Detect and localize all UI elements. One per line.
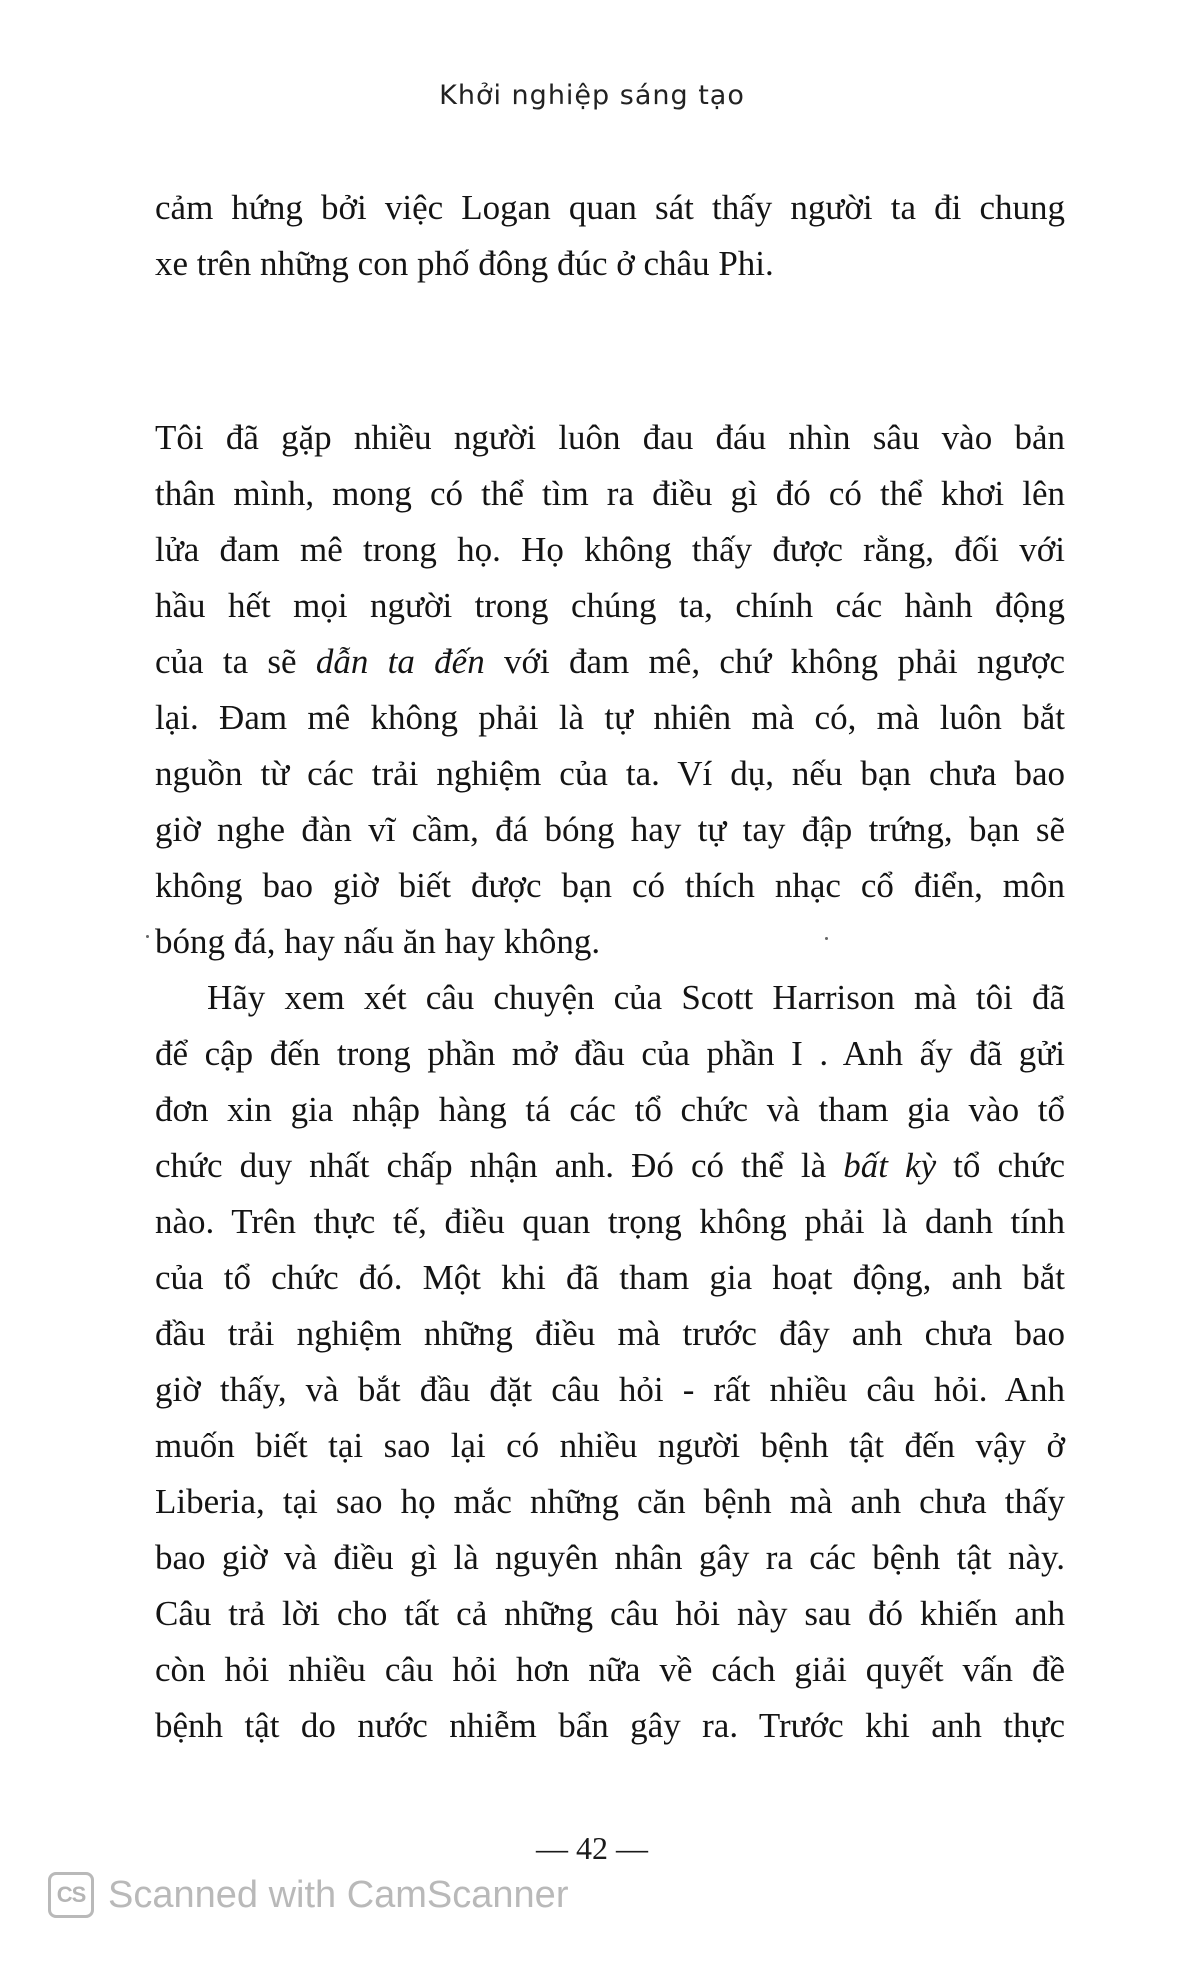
text-line: nào. Trên thực tế, điều quan trọng không phải là danh tính: [155, 1202, 1065, 1241]
text-line: còn hỏi nhiều câu hỏi hơn nữa về cách giải quyết vấn đề: [155, 1650, 1065, 1689]
text-line: đơn xin gia nhập hàng tá các tổ chức và tham gia vào tổ: [155, 1090, 1065, 1129]
text-line: giờ thấy, và bắt đầu đặt câu hỏi - rất nhiều câu hỏi. Anh: [155, 1370, 1065, 1409]
text-line: giờ nghe đàn vĩ cầm, đá bóng hay tự tay đập trứng, bạn sẽ: [155, 810, 1065, 849]
text-line: lửa đam mê trong họ. Họ không thấy được rằng, đối với: [155, 530, 1065, 569]
text-line: muốn biết tại sao lại có nhiều người bệnh tật đến vậy ở: [155, 1426, 1065, 1465]
text-line: hầu hết mọi người trong chúng ta, chính các hành động: [155, 586, 1065, 625]
text-segment: tổ chức: [936, 1146, 1066, 1185]
text-line: để cập đến trong phần mở đầu của phần I . Anh ấy đã gửi: [155, 1034, 1065, 1073]
text-line: bóng đá, hay nấu ăn hay không.: [155, 922, 601, 961]
text-segment: chức duy nhất chấp nhận anh. Đó có thể là: [155, 1146, 844, 1185]
text-line: [155, 634, 1065, 690]
text-line: bao giờ và điều gì là nguyên nhân gây ra các bệnh tật này.: [155, 1538, 1065, 1577]
running-header: Khởi nghiệp sáng tạo: [439, 80, 745, 111]
watermark-text: Scanned with CamScanner: [108, 1873, 569, 1916]
camscanner-watermark: [48, 1870, 568, 1920]
text-line: Hãy xem xét câu chuyện của Scott Harrison mà tôi đã: [207, 978, 1065, 1017]
text-line: Tôi đã gặp nhiều người luôn đau đáu nhìn sâu vào bản: [155, 418, 1065, 457]
text-line: cảm hứng bởi việc Logan quan sát thấy người ta đi chung: [155, 188, 1065, 227]
text-line: bệnh tật do nước nhiễm bẩn gây ra. Trước khi anh thực: [155, 1706, 1065, 1745]
text-line: không bao giờ biết được bạn có thích nhạc cổ điển, môn: [155, 866, 1065, 905]
text-line: Liberia, tại sao họ mắc những căn bệnh mà anh chưa thấy: [155, 1482, 1065, 1521]
text-line: đầu trải nghiệm những điều mà trước đây anh chưa bao: [155, 1314, 1065, 1353]
text-segment: với đam mê, chứ không phải ngược: [484, 642, 1066, 681]
paragraph-1: [155, 180, 1065, 292]
text-line: xe trên những con phố đông đúc ở châu Phi.: [155, 244, 774, 283]
paragraph-2: [155, 410, 1065, 970]
text-segment: của ta sẽ: [155, 642, 316, 681]
scan-speck: [146, 935, 149, 938]
scan-speck: [825, 937, 828, 940]
text-line: của tổ chức đó. Một khi đã tham gia hoạt động, anh bắt: [155, 1258, 1065, 1297]
text-line: nguồn từ các trải nghiệm của ta. Ví dụ, nếu bạn chưa bao: [155, 754, 1065, 793]
camscanner-logo-icon: CS: [48, 1872, 94, 1918]
text-line: thân mình, mong có thể tìm ra điều gì đó có thể khơi lên: [155, 474, 1065, 513]
paragraph-3: [155, 970, 1065, 1754]
text-line: Câu trả lời cho tất cả những câu hỏi này sau đó khiến anh: [155, 1594, 1065, 1633]
italic-emphasis: bất kỳ: [843, 1146, 937, 1185]
text-line: lại. Đam mê không phải là tự nhiên mà có, mà luôn bắt: [155, 698, 1065, 737]
italic-emphasis: dẫn ta đến: [315, 642, 485, 681]
text-line: [155, 1138, 1065, 1194]
page-number: — 42 —: [536, 1830, 648, 1866]
